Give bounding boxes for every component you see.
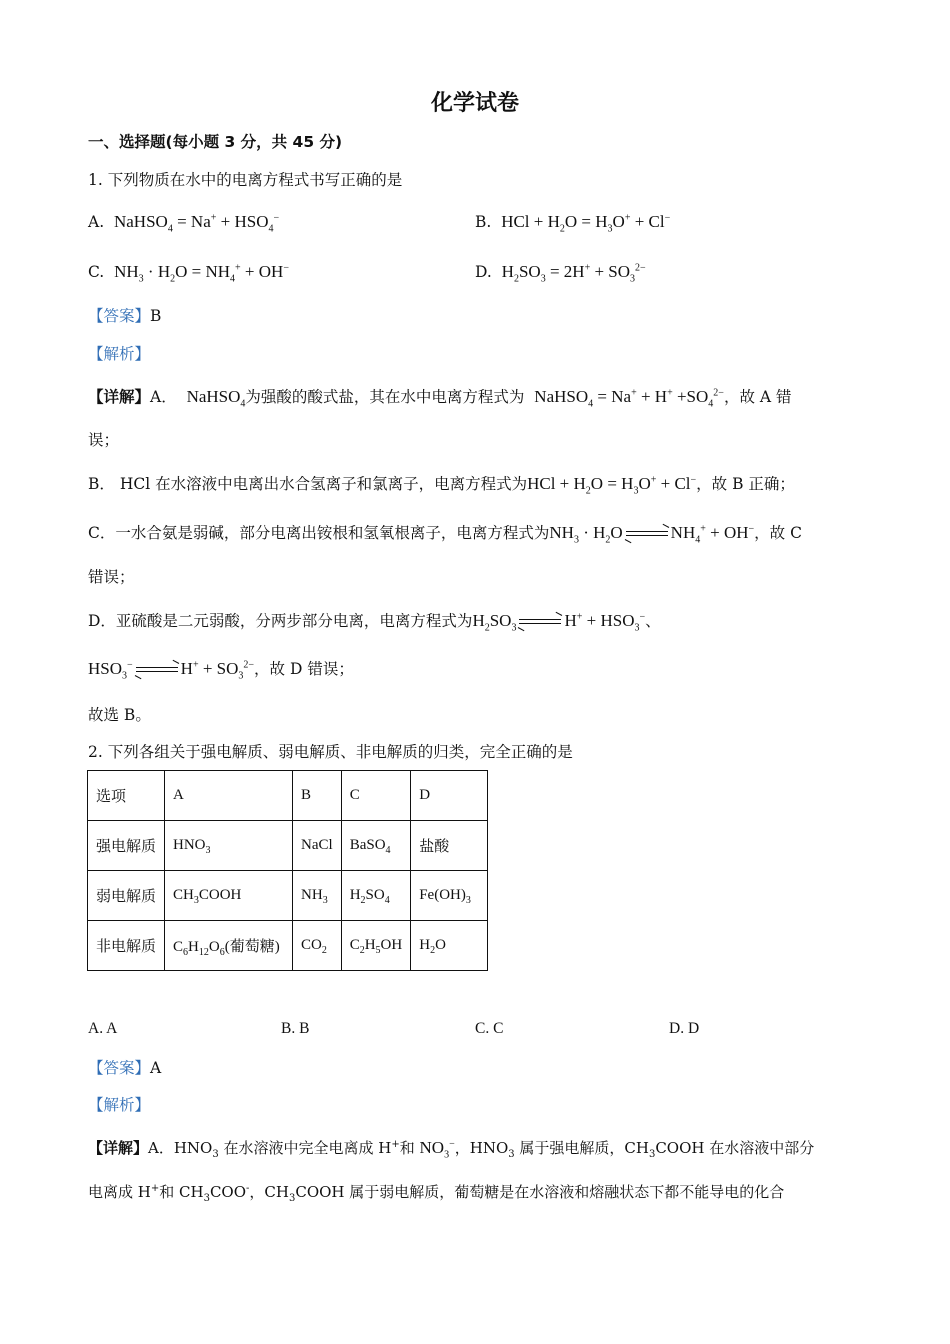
q1-option-a: A. NaHSO$_4$ = $Na^+ + HSO_4^-$ [88,212,280,235]
table-cell: 选项 [88,771,165,821]
table-row [88,871,488,921]
table-cell: C [341,771,411,821]
q1-option-b: B. HCl + $H_2O = H_3O^+ + Cl^-$ [475,212,671,235]
table-row [88,921,488,971]
answer-tag: 【答案】 [88,307,151,325]
q1-detail-c-cont: 错误； [88,568,135,586]
q1-detail-d: D．亚硫酸是二元弱酸，分两步部分电离，电离方程式为$H_2SO_3$ $H^+ + HSO_3^-$、 [88,611,661,634]
q1-detail-c: C．一水合氨是弱碱，部分电离出铵根和氢氧根离子，电离方程式为$NH_3 \cdot H_2O$ $NH_4^+ + OH^-$，故 C [88,523,802,546]
table-cell: A [165,771,293,821]
reversible-arrow-icon [134,663,180,677]
table-row [88,821,488,871]
table-cell: $C_6H_{12}O_6$(葡萄糖) [165,921,293,971]
q2-answer: 【答案】A [88,1059,162,1077]
answer-tag: 【答案】 [88,1059,151,1077]
q2-choice-c: C. C [475,1020,504,1037]
table-cell: 盐酸 [411,821,488,871]
analysis-tag: 【解析】 [88,345,151,363]
table-cell: B [293,771,342,821]
table-cell: $NH_3$ [293,871,342,921]
row-label: 非电解质 [88,921,165,971]
section-heading: 一、选择题(每小题 3 分，共 45 分) [88,133,343,151]
table-cell: D [411,771,488,821]
q1-detail-b: B． HCl 在水溶液中电离出水合氢离子和氯离子，电离方程式为HCl + $H_2O = H_3O^+ + Cl^-$，故 B 正确； [88,474,795,497]
reversible-arrow-icon [624,527,670,541]
q1-conclusion: 故选 B。 [88,706,151,724]
q1-detail-a-cont: 误； [88,431,120,449]
table-cell: $Fe(OH)_3$ [411,871,488,921]
table-cell: $H_2SO_4$ [341,871,411,921]
table-cell: $H_2O$ [411,921,488,971]
q1-analysis [88,344,150,364]
row-label: 弱电解质 [88,871,165,921]
q1-option-c: C. $NH_3 \cdot H_2O = NH_4^+ + OH^-$ [88,262,289,285]
table-cell: $HNO_3$ [165,821,293,871]
q2-choice-d: D. D [669,1020,700,1037]
table-header-row [88,771,488,821]
question-2-stem: 2. 下列各组关于强电解质、弱电解质、非电解质的归类，完全正确的是 [88,743,573,761]
reversible-arrow-icon [517,615,563,629]
q1-option-d: D. $H_2SO_3 = 2H^+ + SO_3^{2-}$ [475,262,646,285]
q2-choice-b: B. B [281,1020,310,1037]
table-cell: $CH_3COOH$ [165,871,293,921]
page-title: 化学试卷 [430,91,519,116]
q1-answer: 【答案】B [88,307,162,325]
q2-analysis [88,1095,150,1115]
analysis-tag: 【解析】 [88,1096,151,1114]
classification-table [87,770,488,971]
table-cell: $CO_2$ [293,921,342,971]
table-cell: $C_2H_5OH$ [341,921,411,971]
question-1-stem: 1. 下列物质在水中的电离方程式书写正确的是 [88,171,403,189]
row-label: 强电解质 [88,821,165,871]
table-cell: NaCl [293,821,342,871]
q1-detail-a: 【详解】A． NaHSO$_4$为强酸的酸式盐，其在水中电离方程式为 NaHSO$_4$ = $Na^+ + H^+ +SO_4^{2-}$，故 A 错 [88,387,792,410]
table-cell: BaSO$_4$ [341,821,411,871]
q1-detail-d-cont: $HSO_3^-$ $H^+ + SO_3^{2-}$，故 D 错误； [88,659,354,682]
q2-choice-a: A. A [88,1020,118,1037]
q2-detail-line-2: 电离成 H+和 $CH_3COO^-$，$CH_3COOH$ 属于弱电解质，葡萄糖是在水溶液和熔融状态下都不能导电的化合 [88,1183,785,1204]
q2-detail-line-1: 【详解】A．$HNO_3$ 在水溶液中完全电离成 H+和 $NO_3^-$，$HNO_3$ 属于强电解质，$CH_3COOH$ 在水溶液中部分 [88,1138,815,1161]
